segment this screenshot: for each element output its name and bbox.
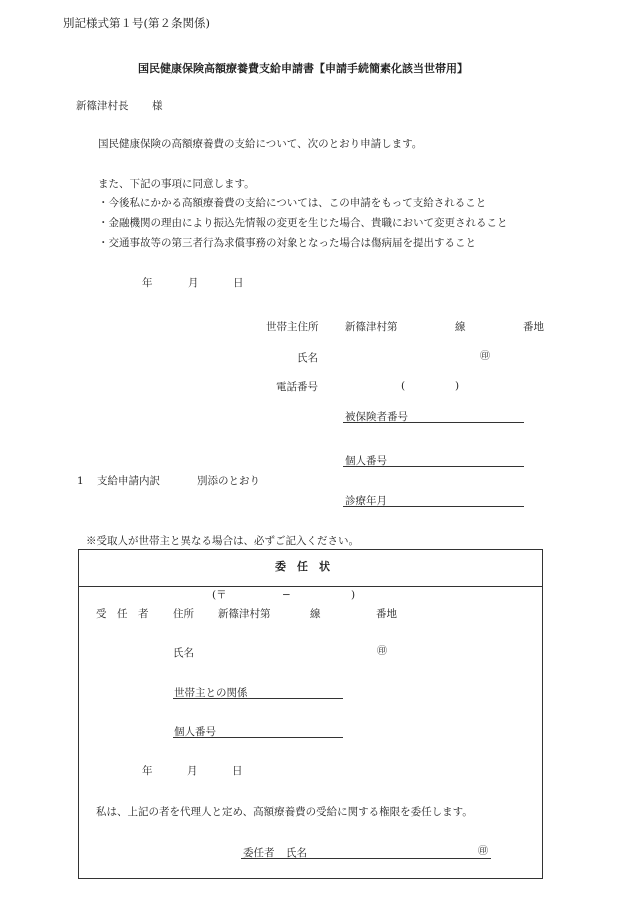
delegate-address-label: 住所 (173, 608, 194, 620)
delegate-seal-icon: ㊞ (377, 646, 387, 657)
personal-number-field[interactable] (343, 453, 524, 467)
request-text: 国民健康保険の高額療養費の支給について、次のとおり申請します。 (98, 138, 423, 150)
phone-open-paren: ( (401, 380, 406, 392)
delegator-label: 委任者 (243, 847, 275, 859)
applicant-address-prefix[interactable]: 新篠津村第 (345, 321, 398, 333)
phone-close-paren: ) (455, 380, 460, 392)
delegate-personal-number-field[interactable] (173, 724, 343, 738)
delegation-statement: 私は、上記の者を代理人と定め、高額療養費の受給に関する権限を委任します。 (96, 806, 473, 818)
detail-label: 支給申請内訳 (97, 475, 160, 487)
addressee-name: 新篠津村長 (76, 100, 129, 112)
date-year: 年 (142, 277, 153, 289)
date-day: 日 (233, 277, 244, 289)
applicant-address-line: 線 (455, 321, 466, 333)
addressee-honorific: 様 (152, 100, 163, 112)
delegate-address-number: 番地 (376, 608, 397, 620)
postal-open: (〒 (212, 589, 227, 601)
consent-item-3: ・交通事故等の第三者行為求償事務の対象となった場合は傷病届を提出すること (98, 237, 476, 249)
applicant-address-number: 番地 (523, 321, 544, 333)
applicant-phone-label: 電話番号 (276, 381, 318, 393)
delegation-box (78, 549, 543, 879)
detail-value: 別添のとおり (197, 475, 260, 487)
delegate-personal-number-label: 個人番号 (174, 726, 216, 738)
delegation-year: 年 (142, 765, 153, 777)
insured-number-label: 被保険者番号 (345, 411, 408, 423)
consent-item-2: ・金融機関の理由により振込先情報の変更を生じた場合、貴職において変更されること (98, 217, 508, 229)
insured-number-field[interactable] (343, 409, 524, 423)
form-number: 別記様式第１号(第２条関係) (63, 16, 210, 30)
delegator-seal-icon: ㊞ (478, 846, 488, 857)
delegate-label: 受 任 者 (96, 608, 149, 620)
relation-field[interactable] (173, 685, 343, 699)
form-title: 国民健康保険高額療養費支給申請書【申請手続簡素化該当世帯用】 (138, 62, 468, 75)
postal-close: ) (351, 589, 356, 601)
date-month: 月 (188, 277, 199, 289)
delegation-title-divider (79, 586, 542, 587)
delegate-address-line: 線 (310, 608, 321, 620)
consent-intro: また、下記の事項に同意します。 (98, 178, 255, 190)
delegation-day: 日 (232, 765, 243, 777)
detail-number: 1 (77, 475, 84, 487)
applicant-address-label: 世帯主住所 (266, 321, 319, 333)
delegator-name-label: 氏名 (286, 847, 307, 859)
delegation-month: 月 (187, 765, 198, 777)
consent-item-1: ・今後私にかかる高額療養費の支給については、この申請をもって支給されること (98, 197, 487, 209)
relation-label: 世帯主との関係 (174, 687, 248, 699)
delegation-title: 委 任 状 (275, 560, 330, 573)
delegate-name-label: 氏名 (173, 647, 194, 659)
recipient-note: ※受取人が世帯主と異なる場合は、必ずご記入ください。 (86, 535, 359, 547)
personal-number-label: 個人番号 (345, 455, 387, 467)
delegate-address-prefix[interactable]: 新篠津村第 (218, 608, 271, 620)
postal-dash: − (282, 589, 291, 601)
treatment-month-field[interactable] (343, 493, 524, 507)
applicant-name-label: 氏名 (297, 352, 318, 364)
applicant-seal-icon: ㊞ (480, 351, 490, 362)
delegator-signature-field[interactable] (241, 845, 491, 859)
treatment-month-label: 診療年月 (345, 495, 387, 507)
